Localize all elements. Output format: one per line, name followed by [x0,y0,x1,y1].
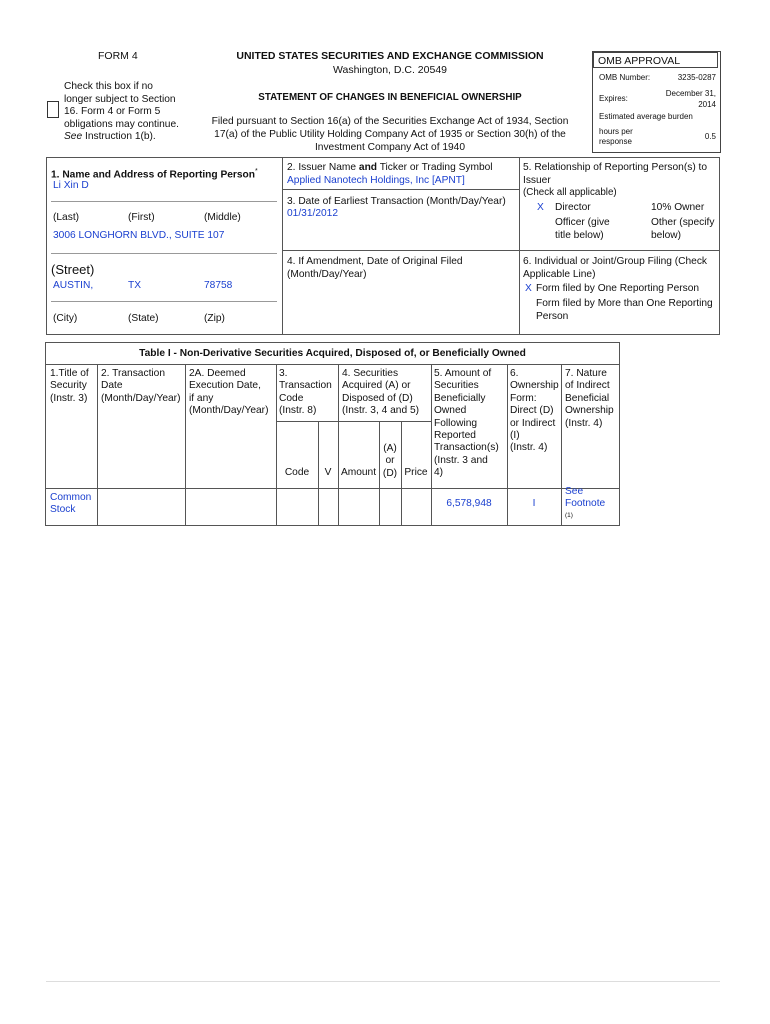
col-header-line: Ownership [565,405,614,417]
col-header-line: 3. [279,368,288,379]
street-label: (Street) [51,262,95,277]
col-header-line: or Indirect [510,417,556,429]
amendment-line: 4. If Amendment, Date of Original Filed [287,256,463,267]
hours-line: response [599,137,632,146]
col-header-line: Ownership [510,380,559,392]
col-header-line: Reported [434,430,476,442]
col-securities-acquired [342,368,419,418]
checkbox-label-line: 16. Form 4 or Form 5 [64,106,161,117]
omb-hours-label [599,127,633,147]
col-nature-indirect [565,368,614,430]
relationship-line: 5. Relationship of Reporting Person(s) to [523,162,708,173]
row-security-title [50,492,91,517]
filed-line: Filed pursuant to Section 16(a) of the Securities Exchange Act of 1934, Section [211,116,569,127]
page-bottom-rule [46,981,720,982]
filing-line: Applicable Line) [523,268,596,280]
col-header-line: (Month/Day/Year) [101,392,181,404]
col-header-line: (Instr. 3) [50,392,88,404]
zip-label: (Zip) [204,313,225,324]
street-address: 3006 LONGHORN BLVD., SUITE 107 [53,230,225,241]
col-header-line: 4. Securities [342,368,399,379]
col-header-line: Disposed of (D) [342,392,413,404]
omb-hours-value: 0.5 [704,132,716,141]
amendment-label [287,256,463,281]
col-title-of-security [50,368,89,405]
issuer-label-and: and [358,162,378,173]
col-header-line: of Indirect [565,380,610,392]
omb-expires-value [666,88,716,110]
col-header-line: 6. [510,368,519,379]
statement-title: STATEMENT OF CHANGES IN BENEFICIAL OWNERSHIP [258,92,522,103]
col-header-line: Direct (D) [510,405,554,417]
col-header-line: Securities [434,380,479,392]
one-person-x-mark: X [525,283,532,294]
checkbox-label-line: obligations may continue. [64,118,179,130]
omb-burden-label: Estimated average burden [599,112,693,121]
col-header-line: 1.Title of [50,368,89,379]
filed-line: Investment Company Act of 1940 [314,141,466,153]
zip-value: 78758 [204,280,233,291]
issuer-name-link[interactable]: Applied Nanotech Holdings, Inc [APNT] [287,175,465,186]
omb-approval-box [592,51,721,153]
other-line: Other (specify [651,217,715,228]
officer-line: Officer (give [555,217,610,228]
col-deemed-execution-date [189,368,268,418]
col-header-line: Form: [510,392,537,404]
col-header-line: Beneficially [434,392,486,404]
more-line: Person [536,310,569,322]
filing-line: 6. Individual or Joint/Group Filing (Check [523,256,708,267]
col-transaction-code [279,368,332,418]
see-italic: See [64,131,83,142]
officer-label [555,217,610,242]
instruction-ref: Instruction 1(b). [84,131,156,142]
relationship-label [523,162,707,187]
checkbox-label [64,81,194,144]
expires-line: December 31, [665,89,716,98]
footnote-ref[interactable]: (1) [565,512,573,519]
col-header-line: 7. Nature [565,368,607,379]
col-header-line: (Instr. 3, 4 and 5) [342,405,420,417]
other-line: below) [651,229,682,241]
omb-expires-label: Expires: [599,94,628,103]
section16-checkbox[interactable] [47,101,59,118]
agency-city: Washington, D.C. 20549 [332,64,447,76]
reporting-person-name[interactable]: Li Xin D [53,180,89,191]
col-header-line: Date [101,380,123,392]
col-header-line: Transaction(s) [434,442,499,454]
ad-line: (D) [382,467,398,479]
subcol-price: Price [404,467,428,478]
director-x-mark: X [537,202,544,213]
table-title: Table I - Non-Derivative Securities Acquired, Disposed of, or Beneficially Owned [139,348,526,359]
middle-label: (Middle) [204,212,241,223]
subcol-acquired-disposed [379,443,401,480]
city-value: AUSTIN, [53,280,94,291]
checkbox-label-line: Check this box if no [64,81,153,92]
omb-number-value: 3235-0287 [677,73,716,82]
subcol-amount: Amount [340,467,377,478]
relationship-line: Issuer [523,174,551,186]
filed-line: 17(a) of the Public Utility Holding Company Act of 1935 or Section 30(h) of the [214,128,566,140]
col-header-line: Following [434,417,478,429]
first-label: (First) [128,212,155,223]
col-header-line: Security [50,380,87,392]
footnote-line: Footnote [565,498,606,510]
amendment-line: (Month/Day/Year) [287,268,367,280]
col-header-line: (Month/Day/Year) [189,405,269,417]
director-label: Director [555,202,591,213]
checkbox-label-line: longer subject to Section [64,93,176,105]
col-transaction-date [101,368,180,405]
more-line: Form filed by More than One Reporting [536,298,713,309]
col-ownership-form [510,368,559,455]
row-security-line: Stock [50,504,76,516]
reporting-person-label-text: 1. Name and Address of Reporting Person [51,169,255,181]
reporting-info-box [46,157,720,335]
col-header-line: (Instr. 8) [279,405,317,417]
footnote-line: See [565,486,584,497]
expires-line: 2014 [698,100,716,109]
checkbox-label-line [64,131,194,144]
earliest-date-label: 3. Date of Earliest Transaction (Month/Day/Year) [287,196,506,207]
table-non-derivative [45,342,620,526]
col-header-line: 2A. Deemed [189,368,246,379]
col-header-line: (Instr. 4) [565,417,603,429]
col-header-line: Acquired (A) or [342,380,411,392]
col-header-line: 2. Transaction [101,368,165,379]
last-label: (Last) [53,212,80,223]
ad-line: (A) [383,443,397,454]
agency-name: UNITED STATES SECURITIES AND EXCHANGE COMMISSION [236,50,544,62]
ad-line: or [385,455,395,467]
col-header-line: 4) [434,467,444,479]
hours-line: hours per [599,127,633,136]
earliest-date-value: 01/31/2012 [287,208,338,219]
col-header-line: Code [279,392,304,404]
city-label: (City) [53,313,78,324]
row-security-line: Common [50,492,92,503]
col-header-line: (I) [510,430,520,442]
col-header-line: (Instr. 4) [510,442,548,454]
col-header-line: Beneficial [565,392,610,404]
form-number: FORM 4 [98,50,138,62]
col-header-line: if any [189,392,214,404]
issuer-label [287,162,493,175]
row-amount-owned: 6,578,948 [446,498,492,509]
issuer-label-pre: 2. Issuer Name [287,162,357,173]
row-ownership-form: I [532,498,536,509]
col-header-line: Transaction [279,380,332,392]
col-header-line: (Instr. 3 and [434,454,488,466]
omb-number-label: OMB Number: [599,73,651,82]
filed-pursuant-text [200,116,580,154]
other-label [651,217,714,242]
ten-percent-label: 10% Owner [651,202,705,213]
col-amount-owned [434,368,499,480]
officer-line: title below) [555,229,604,241]
state-label: (State) [128,313,159,324]
filing-label [523,256,707,281]
state-value: TX [128,280,142,291]
asterisk: * [254,168,258,175]
check-all-label: (Check all applicable) [523,187,617,198]
col-header-line: Execution Date, [189,380,261,392]
omb-title: OMB APPROVAL [593,52,718,68]
one-person-label: Form filed by One Reporting Person [536,283,700,294]
col-header-line: 5. Amount of [434,368,492,379]
issuer-label-post: Ticker or Trading Symbol [379,162,493,173]
subcol-v: V [324,467,332,478]
row-footnote-link[interactable] [565,486,605,511]
subcol-code: Code [284,467,310,478]
more-persons-label [536,298,713,323]
col-header-line: Owned [434,405,467,417]
